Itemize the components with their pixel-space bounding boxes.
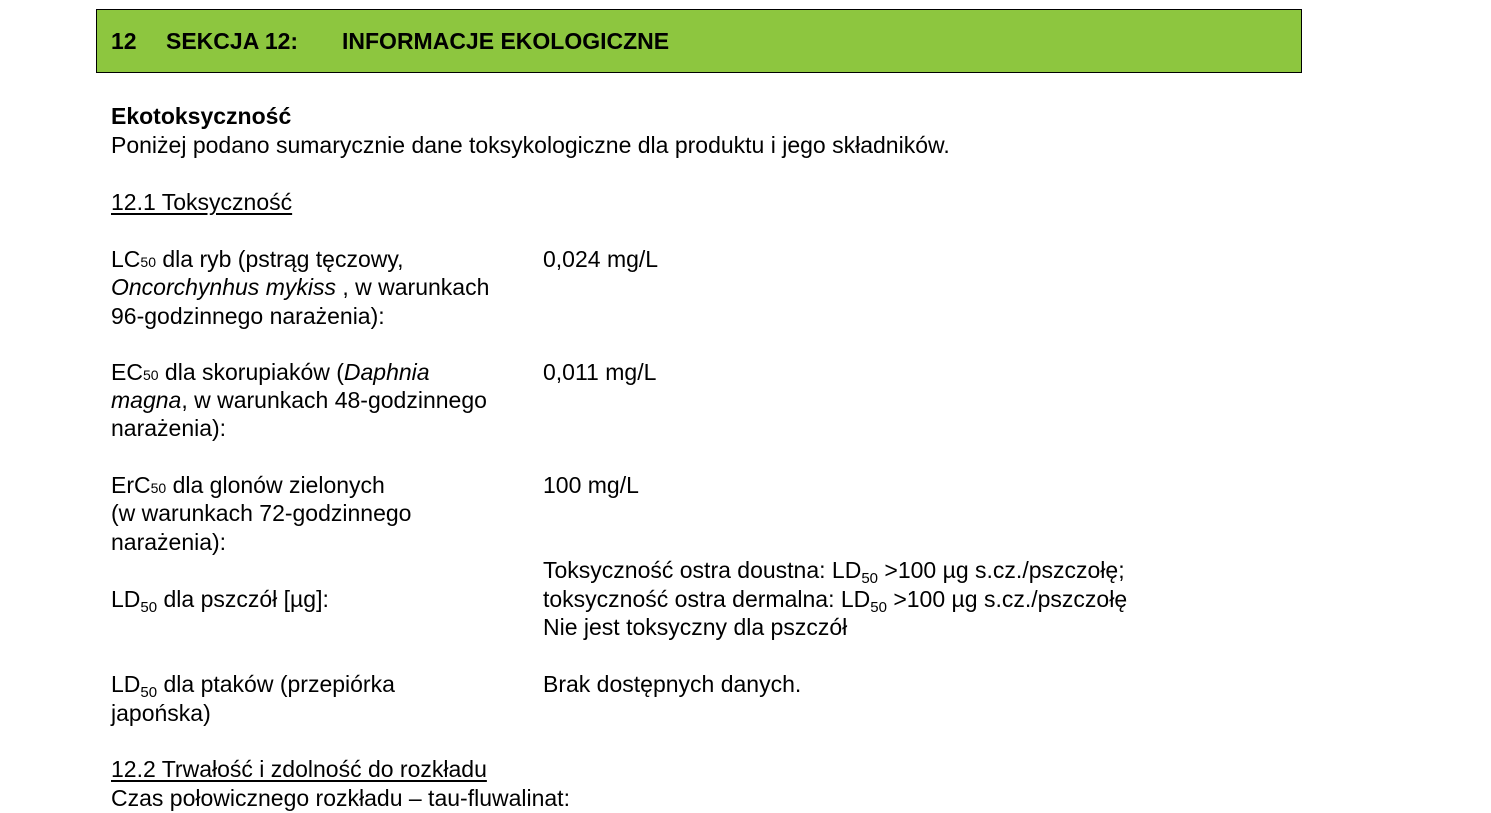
bees-prefix: LD — [111, 586, 141, 612]
fish-line1-rest: dla ryb (pstrąg tęczowy, — [155, 246, 404, 272]
bees-v1-sub: 50 — [861, 570, 879, 587]
bees-value-line3: Nie jest toksyczny dla pszczół — [543, 614, 848, 640]
algae-value: 100 mg/L — [543, 472, 639, 498]
birds-sub: 50 — [140, 684, 158, 701]
crustacean-line2-rest: , w warunkach 48-godzinnego — [181, 387, 487, 413]
bees-v1-rest: >100 µg s.cz./pszczołę; — [878, 557, 1125, 583]
ecotox-heading: Ekotoksyczność — [111, 103, 292, 129]
crustacean-species: magna — [111, 387, 182, 413]
section-label: SEKCJA 12: — [166, 28, 299, 54]
bees-label — [111, 585, 329, 618]
section-header — [96, 9, 1302, 73]
section-12-2-heading: 12.2 Trwałość i zdolność do rozkładu — [111, 756, 487, 782]
fish-label-line3: 96-godzinnego narażenia): — [111, 303, 385, 329]
fish-sub: 50 — [140, 254, 156, 270]
crustacean-genus: Daphnia — [343, 359, 430, 385]
section-number: 12 — [111, 28, 137, 54]
birds-label-line2: japońska) — [111, 700, 211, 726]
bees-v2-sub: 50 — [870, 599, 887, 616]
algae-label-line1 — [111, 471, 385, 503]
section-title: INFORMACJE EKOLOGICZNE — [342, 28, 670, 54]
birds-label-line1 — [111, 670, 395, 703]
section-12-1-heading: 12.1 Toksyczność — [111, 189, 293, 215]
crustacean-value: 0,011 mg/L — [543, 359, 657, 385]
birds-prefix: LD — [111, 671, 141, 697]
bees-value-line1 — [543, 556, 1125, 589]
birds-value: Brak dostępnych danych. — [543, 671, 802, 697]
crustacean-prefix: EC — [111, 359, 143, 385]
algae-prefix: ErC — [111, 472, 151, 498]
crustacean-sub: 50 — [142, 367, 159, 383]
ecotox-intro: Poniżej podano sumarycznie dane toksykologiczne dla produktu i jego składników. — [111, 132, 950, 158]
algae-label-line2: (w warunkach 72-godzinnego — [111, 500, 412, 526]
bees-v2-prefix: toksyczność ostra dermalna: LD — [543, 586, 871, 612]
fish-label-line2 — [111, 273, 489, 302]
bees-sub: 50 — [140, 599, 158, 616]
fish-value: 0,024 mg/L — [543, 246, 659, 272]
fish-prefix: LC — [111, 246, 141, 272]
crustacean-label-line1 — [111, 358, 430, 390]
section-12-2-line1: Czas połowicznego rozkładu – tau-fluwalinat: — [111, 785, 570, 811]
algae-label-line3: narażenia): — [111, 529, 227, 555]
crustacean-label-line2 — [111, 386, 487, 415]
birds-line1-rest: dla ptaków (przepiórka — [157, 671, 395, 697]
bees-v1-prefix: Toksyczność ostra doustna: LD — [543, 557, 862, 583]
fish-line2-rest: , w warunkach — [335, 274, 490, 300]
crustacean-line1-rest: dla skorupiaków ( — [158, 359, 344, 385]
algae-sub: 50 — [150, 480, 167, 496]
algae-line1-rest: dla glonów zielonych — [166, 472, 385, 498]
fish-label-line1 — [111, 245, 404, 277]
bees-v2-rest: >100 µg s.cz./pszczołę — [886, 586, 1128, 612]
fish-species: Oncorchynhus mykiss — [111, 274, 336, 300]
crustacean-label-line3: narażenia): — [111, 415, 227, 441]
bees-rest: dla pszczół [µg]: — [157, 586, 329, 612]
